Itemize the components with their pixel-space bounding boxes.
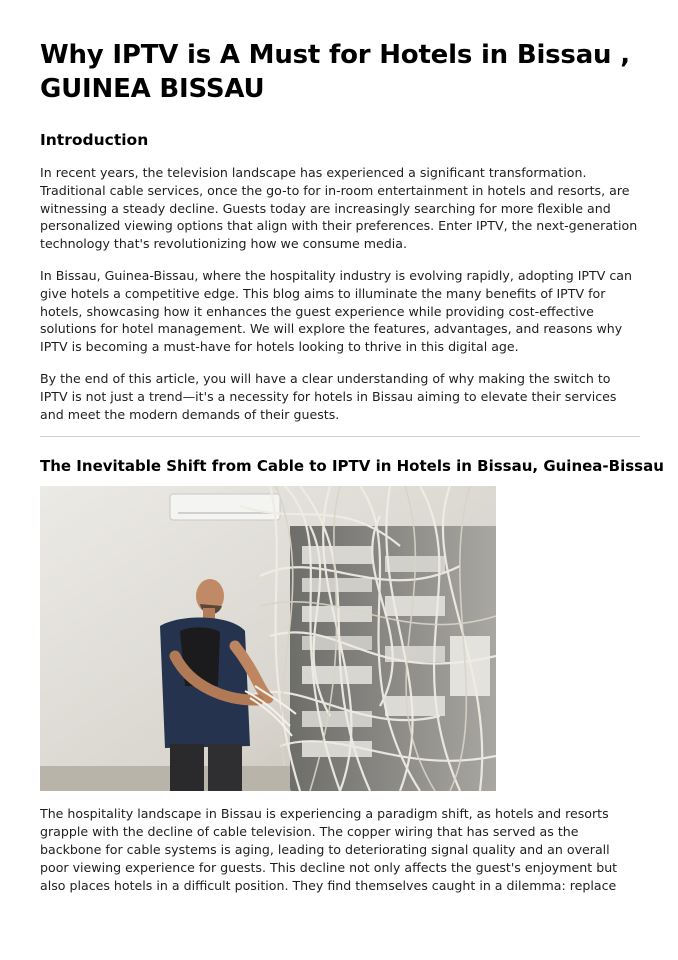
section-heading: The Inevitable Shift from Cable to IPTV in Hotels in Bissau, Guinea-Bissau <box>40 457 664 476</box>
introduction-heading: Introduction <box>40 131 149 149</box>
technician-cables-photo <box>40 486 496 791</box>
section-divider <box>40 436 640 437</box>
intro-paragraph-1: In recent years, the television landscape has experienced a significant transformation. Traditional cable services, once the go-to for in-room entertainment in hotels and resorts, are witnessing a steady decline. Guests today are increasingly searching for more flexible and personalized viewing options that align with their preferences. Enter IPTV, the next-generation technology that's revolutionizing how we consume media. <box>40 165 638 252</box>
intro-paragraph-3: By the end of this article, you will have a clear understanding of why making the switch to IPTV is not just a trend—it's a necessity for hotels in Bissau aiming to elevate their services and meet the modern demands of their guests. <box>40 370 617 422</box>
article <box>40 38 664 894</box>
section-paragraph: The hospitality landscape in Bissau is experiencing a paradigm shift, as hotels and resorts grapple with the decline of cable television. The copper wiring that has served as the backbone for cable systems is aging, leading to deteriorating signal quality and an overall poor viewing experience for guests. This decline not only affects the guest's enjoyment but also places hotels in a difficult position. They find themselves caught in a dilemma: replace <box>40 806 618 893</box>
article-title: Why IPTV is A Must for Hotels in Bissau , GUINEA BISSAU <box>40 40 630 104</box>
intro-paragraph-2: In Bissau, Guinea-Bissau, where the hospitality industry is evolving rapidly, adopting IPTV can give hotels a competitive edge. This blog aims to illuminate the many benefits of IPTV for hotels, showcasing how it enhances the guest experience while providing cost-effective solutions for hotel management. We will explore the features, advantages, and reasons why IPTV is becoming a must-have for hotels looking to thrive in this digital age. <box>40 267 632 355</box>
